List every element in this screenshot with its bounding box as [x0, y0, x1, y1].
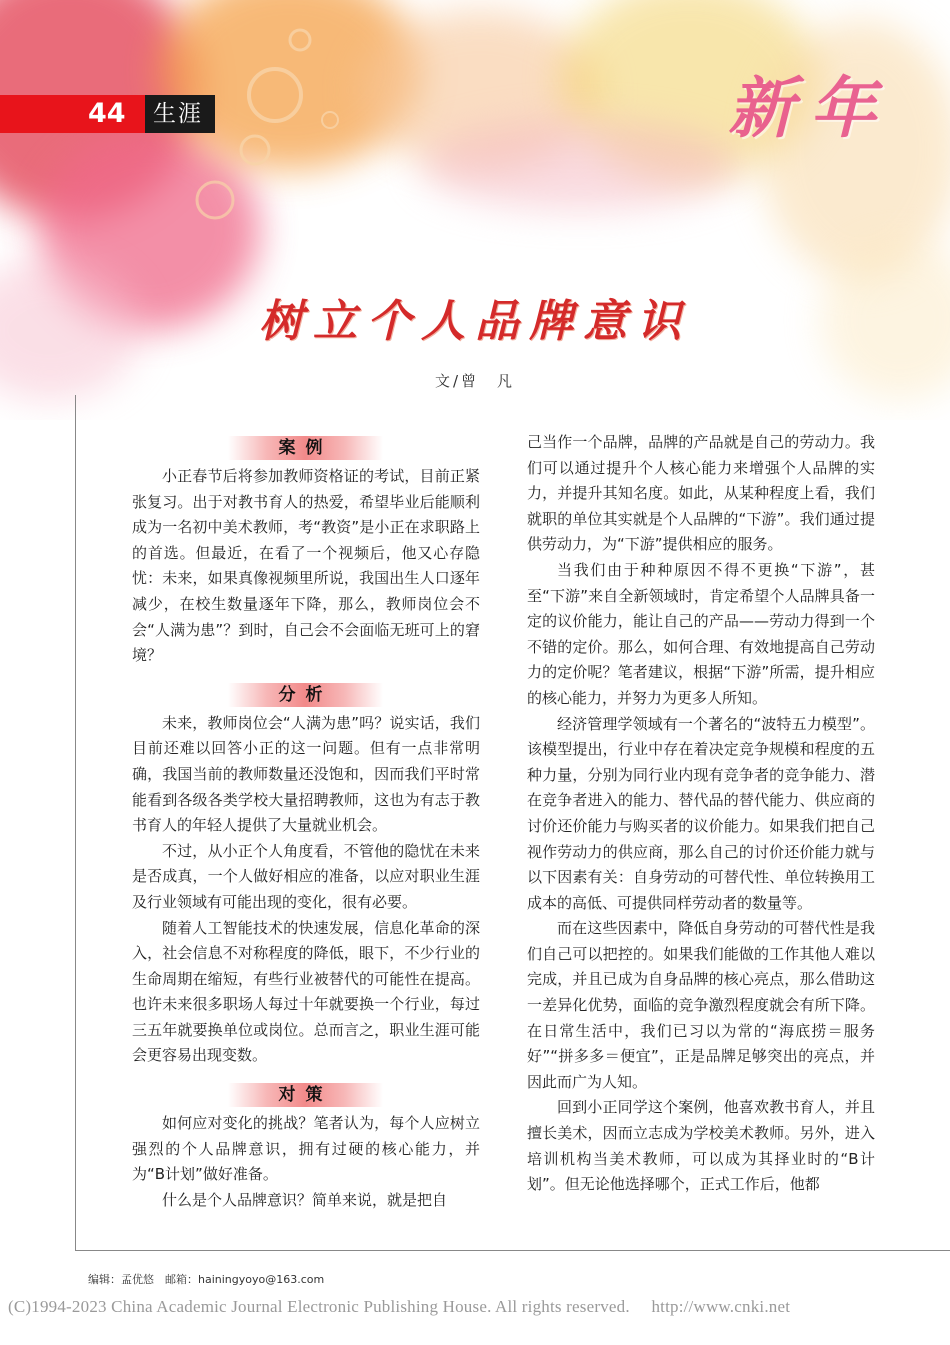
analysis-paragraph: 不过，从小正个人角度看，不管他的隐忧在未来是否成真，一个人做好相应的准备，以应对职业生涯及行业领域有可能出现的变化，很有必要。	[132, 841, 480, 911]
body-paragraph: 己当作一个品牌，品牌的产品就是自己的劳动力。我们可以通过提升个人核心能力来增强个人品牌的实力，并提升其知名度。如此，从某种程度上看，我们就职的单位其实就是个人品牌的“下游”。我们通过提供劳动力，为“下游”提供相应的服务。	[527, 433, 875, 554]
strategy-heading-wrap	[132, 1079, 480, 1109]
case-heading-wrap	[132, 432, 480, 462]
analysis-heading-wrap	[132, 679, 480, 709]
editor-info: 编辑：孟优悠 邮箱：hainingyoyo@163.com	[88, 1273, 325, 1286]
analysis-heading: 分析	[228, 683, 383, 707]
page-number: 44	[88, 98, 126, 129]
strategy-paragraph: 如何应对变化的挑战？笔者认为，每个人应树立强烈的个人品牌意识，拥有过硬的核心能力，并为“B计划”做好准备。	[132, 1114, 480, 1184]
new-year-decoration-text: 新年	[728, 70, 892, 147]
left-column	[132, 430, 480, 1213]
left-border-rule	[75, 395, 76, 1250]
article-byline: 文/曾 凡	[434, 372, 516, 390]
case-heading: 案例	[228, 436, 383, 460]
section-label: 生涯	[153, 101, 203, 127]
copyright-watermark: (C)1994-2023 China Academic Journal Electronic Publishing House. All rights reserved. http://www.cnki.net	[8, 1297, 791, 1316]
analysis-paragraph: 未来，教师岗位会“人满为患”吗？说实话，我们目前还难以回答小正的这一问题。但有一点非常明确，我国当前的教师数量还没饱和，因而我们平时常能看到各级各类学校大量招聘教师，这也为有志于教书育人的年轻人提供了大量就业机会。	[132, 713, 480, 835]
body-paragraph: 经济管理学领域有一个著名的“波特五力模型”。该模型提出，行业中存在着决定竞争规模和程度的五种力量，分别为同行业内现有竞争者的竞争能力、潜在竞争者进入的能力、替代品的替代能力、供应商的讨价还价能力与购买者的议价能力。如果我们把自己视作劳动力的供应商，那么自己的讨价还价能力就与以下因素有关：自身劳动的可替代性、单位转换用工成本的高低、可提供同样劳动者的数量等。	[527, 714, 875, 912]
strategy-heading: 对策	[228, 1083, 383, 1107]
strategy-paragraph: 什么是个人品牌意识？简单来说，就是把自	[162, 1190, 448, 1209]
article-title: 树立个人品牌意识	[259, 296, 691, 347]
bottom-border-rule	[75, 1250, 950, 1251]
case-paragraph: 小正春节后将参加教师资格证的考试，目前正紧张复习。出于对教书育人的热爱，希望毕业后能顺利成为一名初中美术教师，考“教资”是小正在求职路上的首选。但最近，在看了一个视频后，他又心存隐忧：未来，如果真像视频里所说，我国出生人口逐年减少，在校生数量逐年下降，那么，教师岗位会不会“人满为患”？到时，自己会不会面临无班可上的窘境？	[132, 467, 480, 665]
body-paragraph: 回到小正同学这个案例，他喜欢教书育人，并且擅长美术，因而立志成为学校美术教师。另外，进入培训机构当美术教师，可以成为其择业时的“B计划”。但无论他选择哪个，正式工作后，他都	[527, 1098, 875, 1194]
analysis-paragraph: 随着人工智能技术的快速发展，信息化革命的深入，社会信息不对称程度的降低，眼下，不少行业的生命周期在缩短，有些行业被替代的可能性在提高。也许未来很多职场人每过十年就要换一个行业，每过三五年就要换单位或岗位。总而言之，职业生涯可能会更容易出现变数。	[132, 918, 480, 1065]
body-paragraph: 而在这些因素中，降低自身劳动的可替代性是我们自己可以把控的。如果我们能做的工作其他人难以完成，并且已成为自身品牌的核心亮点，那么借助这一差异化优势，面临的竞争激烈程度就会有所下降。在日常生活中，我们已习以为常的“海底捞＝服务好”“拼多多＝便宜”，正是品牌足够突出的亮点，并因此而广为人知。	[527, 919, 875, 1091]
body-paragraph: 当我们由于种种原因不得不更换“下游”，甚至“下游”来自全新领域时，肯定希望个人品牌具备一定的议价能力，能让自己的产品——劳动力得到一个不错的定价。那么，如何合理、有效地提高自己劳动力的定价呢？笔者建议，根据“下游”所需，提升相应的核心能力，并努力为更多人所知。	[527, 560, 875, 707]
right-column	[527, 430, 875, 1198]
